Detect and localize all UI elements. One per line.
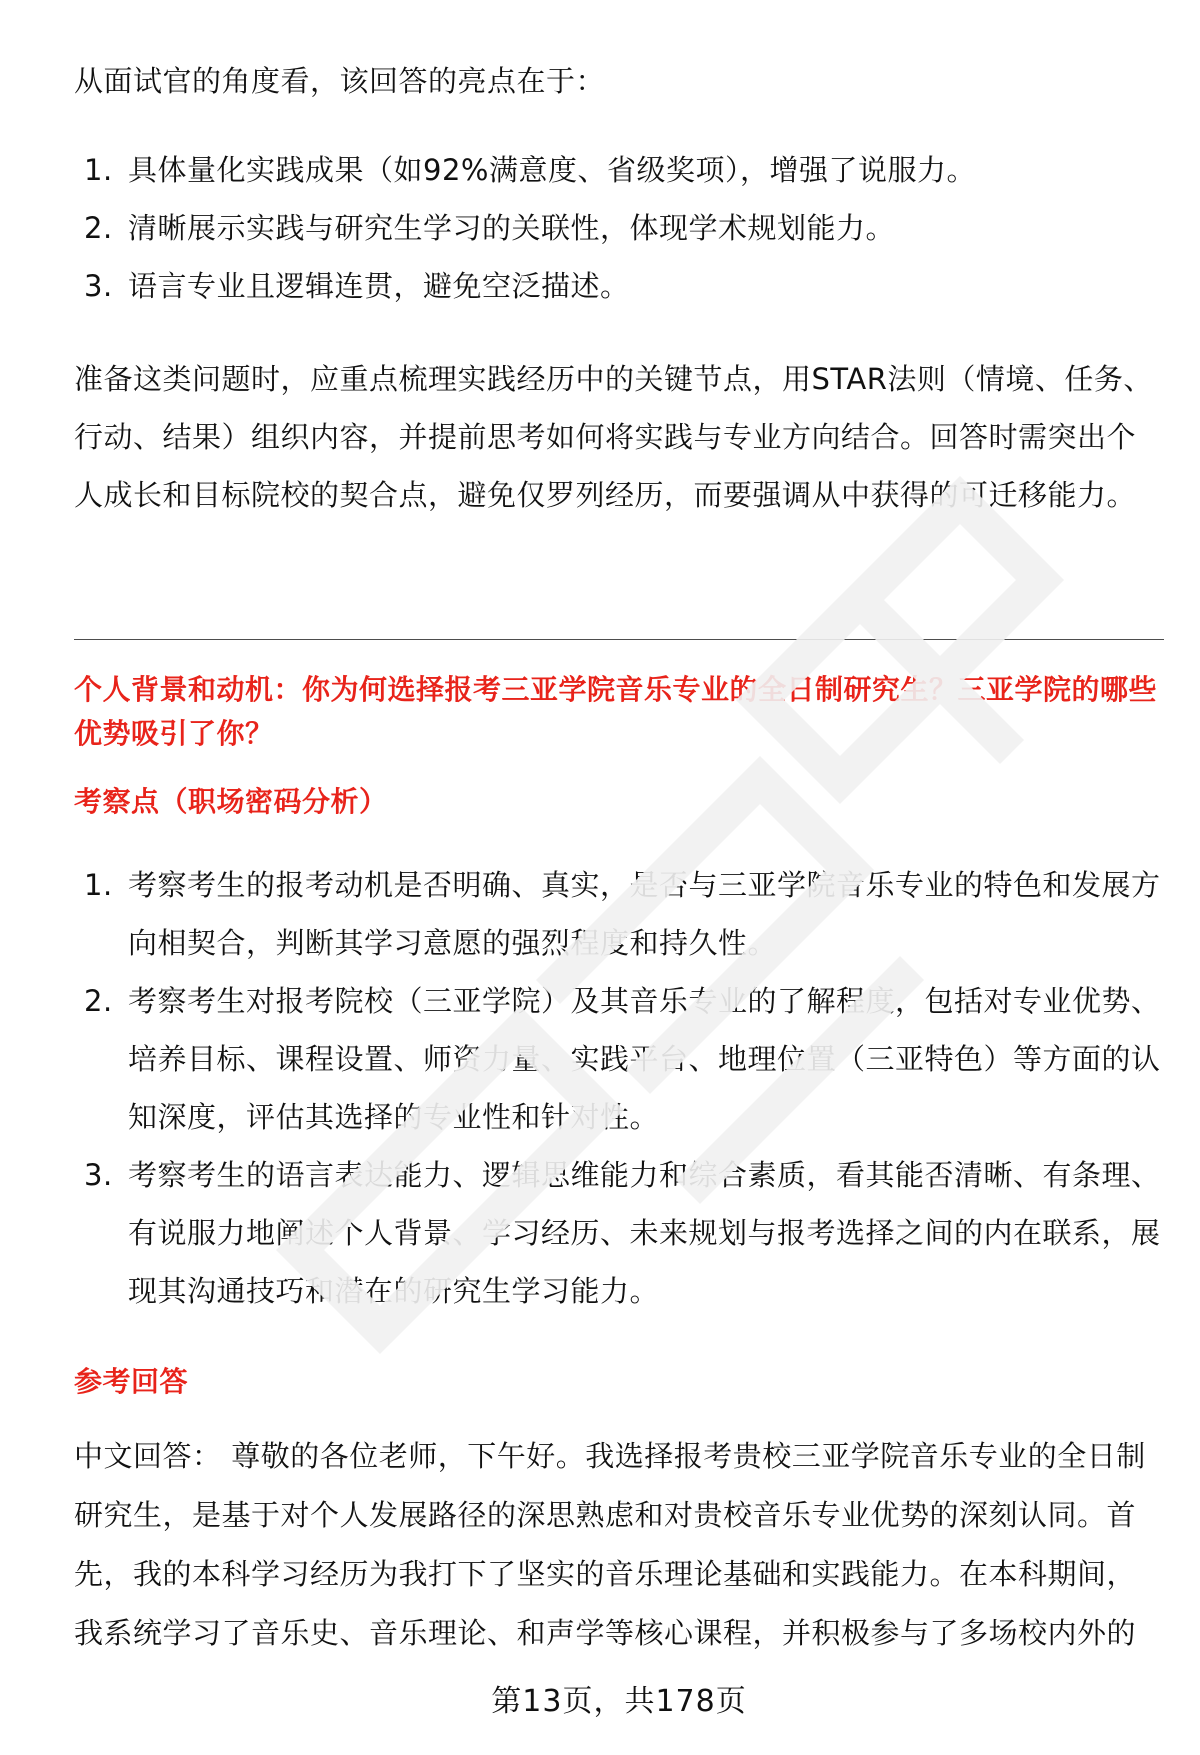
document-page [74, 0, 1164, 1755]
answer-paragraph: 中文回答： 尊敬的各位老师，下午好。我选择报考贵校三亚学院音乐专业的全日制研究生，是基于对个人发展路径的深思熟虑和对贵校音乐专业优势的深刻认同。首先，我的本科学习经历为我打下了坚实的音乐理论基础和实践能力。在本科期间，我系统学习了音乐史、音乐理论、和声学等核心课程，并积极参与了多场校内外的 [74, 1439, 1146, 1650]
list-item-text: 考察考生的语言表达能力、逻辑思维能力和综合素质，看其能否清晰、有条理、有说服力地阐述个人背景、学习经历、未来规划与报考选择之间的内在联系，展现其沟通技巧和潜在的研究生学习能力。 [128, 1158, 1161, 1308]
list-item-text: 语言专业且逻辑连贯，避免空泛描述。 [128, 269, 630, 303]
list-number: 1. [84, 868, 113, 902]
list-item [74, 972, 1164, 1146]
focus-heading: 考察点（职场密码分析） [74, 785, 388, 818]
list-number: 1. [84, 153, 113, 187]
page-number: 第13页，共178页 [491, 1684, 747, 1719]
list-item [74, 199, 1164, 257]
list-item-text: 考察考生对报考院校（三亚学院）及其音乐专业的了解程度，包括对专业优势、培养目标、课程设置、师资力量、实践平台、地理位置（三亚特色）等方面的认知深度，评估其选择的专业性和针对性。 [128, 984, 1161, 1134]
highlights-list [74, 141, 1164, 315]
advice-paragraph: 准备这类问题时，应重点梳理实践经历中的关键节点，用STAR法则（情境、任务、行动、结果）组织内容，并提前思考如何将实践与专业方向结合。回答时需突出个人成长和目标院校的契合点，避免仅罗列经历，而要强调从中获得的可迁移能力。 [74, 362, 1153, 512]
list-item-text: 具体量化实践成果（如92%满意度、省级奖项），增强了说服力。 [128, 153, 976, 187]
list-item-text: 清晰展示实践与研究生学习的关联性，体现学术规划能力。 [128, 211, 896, 245]
intro-text: 从面试官的角度看，该回答的亮点在于： [74, 64, 606, 98]
focus-points-list [74, 856, 1164, 1320]
list-item [74, 856, 1164, 972]
question-heading: 个人背景和动机：你为何选择报考三亚学院音乐专业的全日制研究生？三亚学院的哪些优势吸引了你？ [74, 673, 1158, 750]
reference-answer-heading: 参考回答 [74, 1365, 189, 1398]
list-number: 3. [84, 269, 113, 303]
list-item [74, 257, 1164, 315]
list-number: 2. [84, 211, 113, 245]
list-item [74, 141, 1164, 199]
list-item-text: 考察考生的报考动机是否明确、真实，是否与三亚学院音乐专业的特色和发展方向相契合，判断其学习意愿的强烈程度和持久性。 [128, 868, 1161, 960]
list-number: 2. [84, 984, 113, 1018]
list-item [74, 1146, 1164, 1320]
list-number: 3. [84, 1158, 113, 1192]
section-divider [74, 639, 1164, 640]
